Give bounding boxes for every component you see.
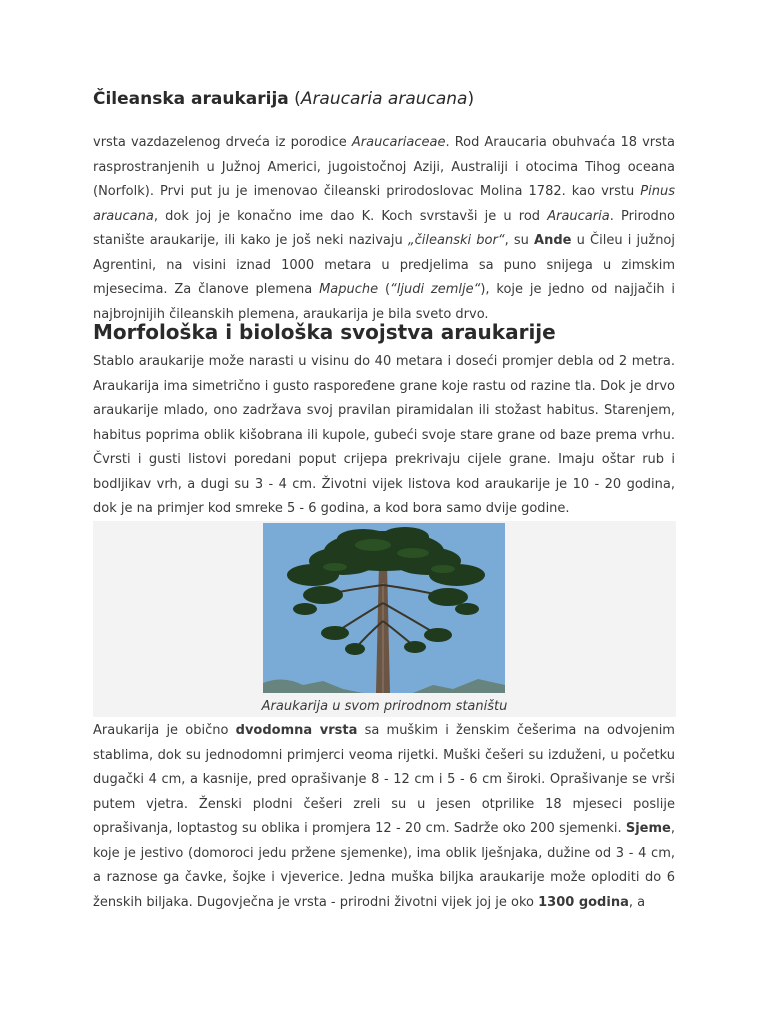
p1-text-6: u Čileu i južnoj Agrentini, na visini iznad 1000 metara u predjelima sa puno snijega u zimskim mjesecima. Za članove plemena bbox=[93, 233, 675, 297]
p3-text-3: , koje je jestivo (domoroci jedu pržene sjemenke), ima oblik lješnjaka, dužine od 3 - 4 cm, a raznose ga čavke, šojke i vjeverice. Jedna muška biljka araukarije može oploditi do 6 ženskih biljaka. Dugovječna je vrsta - prirodni životni vijek joj je oko bbox=[93, 821, 675, 910]
p3-text-4: , a bbox=[628, 894, 646, 910]
p3-bold-3: 1300 godina bbox=[538, 894, 629, 910]
p1-bold-1: Ande bbox=[534, 233, 572, 248]
section-heading: Morfološka i biološka svojstva araukarije bbox=[93, 320, 556, 344]
title-main: Čileanska araukarija bbox=[93, 89, 289, 109]
p1-italic-2: Pinus araucana bbox=[93, 184, 675, 224]
p3-text-1: Araukarija je obično bbox=[93, 723, 236, 738]
p1-text-2: . Rod Araucaria obuhvaća 18 vrsta rasprostranjenih u Južnoj Americi, jugoistočnoj Aziji, Australiji i otocima Tihog oceana (Norfolk). Prvi put ju je imenovao čileanski prirodoslovac Molina 1782. kao vrstu bbox=[93, 135, 675, 199]
p1-text-7: ( bbox=[378, 282, 391, 297]
p1-text-3: , dok joj je konačno ime dao K. Koch svrstavši je u rod bbox=[153, 208, 548, 224]
p3-text-2: sa muškim i ženskim češerima na odvojenim stablima, dok su jednodomni primjerci veoma rijetki. Muški češeri su izduženi, u početku dugački 4 cm, a kasnije, pred oprašivanje 8 - 12 cm i 5 - 6 cm široki. Oprašivanje se vrši putem vjetra. Ženski plodni češeri zreli su u jesen otprilike 18 mjeseci poslije oprašivanja, loptastog su oblika i promjera 12 - 20 cm. Sadrže oko 200 sjemenki. bbox=[93, 723, 675, 836]
p1-italic-3: Araucaria bbox=[547, 208, 610, 224]
araucaria-tree-illustration bbox=[263, 523, 505, 693]
p1-italic-6: “ljudi zemlje“ bbox=[390, 282, 481, 297]
p1-italic-4: „čileanski bor“ bbox=[407, 233, 505, 248]
title-latin-name: Araucaria araucana bbox=[300, 89, 468, 109]
figure bbox=[93, 521, 676, 717]
figure-caption: Araukarija u svom prirodnom staništu bbox=[261, 699, 508, 714]
p1-text-5: , su bbox=[504, 233, 535, 248]
reproduction-paragraph bbox=[93, 719, 675, 915]
p3-bold-2: Sjeme bbox=[625, 821, 671, 836]
araucaria-tree-photo bbox=[263, 523, 505, 693]
title-close-paren: ) bbox=[467, 89, 475, 109]
p1-italic-1: Araucariaceae bbox=[351, 135, 446, 150]
p1-text-8: ), koje je jedno od najjačih i najbrojnijih čileanskih plemena, araukarija je bila sveto drvo. bbox=[93, 282, 675, 322]
page-title bbox=[93, 89, 474, 109]
p1-text-1: vrsta vazdazelenog drveća iz porodice bbox=[93, 135, 352, 150]
p3-bold-1: dvodomna vrsta bbox=[235, 723, 358, 738]
intro-paragraph bbox=[93, 131, 675, 327]
p1-italic-5: Mapuche bbox=[319, 282, 379, 297]
morphology-paragraph: Stablo araukarije može narasti u visinu do 40 metara i doseći promjer debla od 2 metra. Araukarija ima simetrično i gusto raspoređene grane koje rastu od razine tla. Dok je drvo araukarije mlado, ono zadržava svoj pravilan piramidalan ili stožast habitus. Starenjem, habitus poprima oblik kišobrana ili kupole, gubeći svoje stare grane od baze prema vrhu. Čvrsti i gusti listovi poredani poput crijepa prekrivaju cijele grane. Imaju oštar rub i bodljikav vrh, a dugi su 3 - 4 cm. Životni vijek listova kod araukarije je 10 - 20 godina, dok je na primjer kod smreke 5 - 6 godina, a kod bora samo dvije godine. bbox=[93, 354, 675, 516]
title-open-paren: ( bbox=[288, 89, 301, 109]
p1-text-4: . Prirodno stanište araukarije, ili kako je još neki nazivaju bbox=[93, 208, 675, 248]
